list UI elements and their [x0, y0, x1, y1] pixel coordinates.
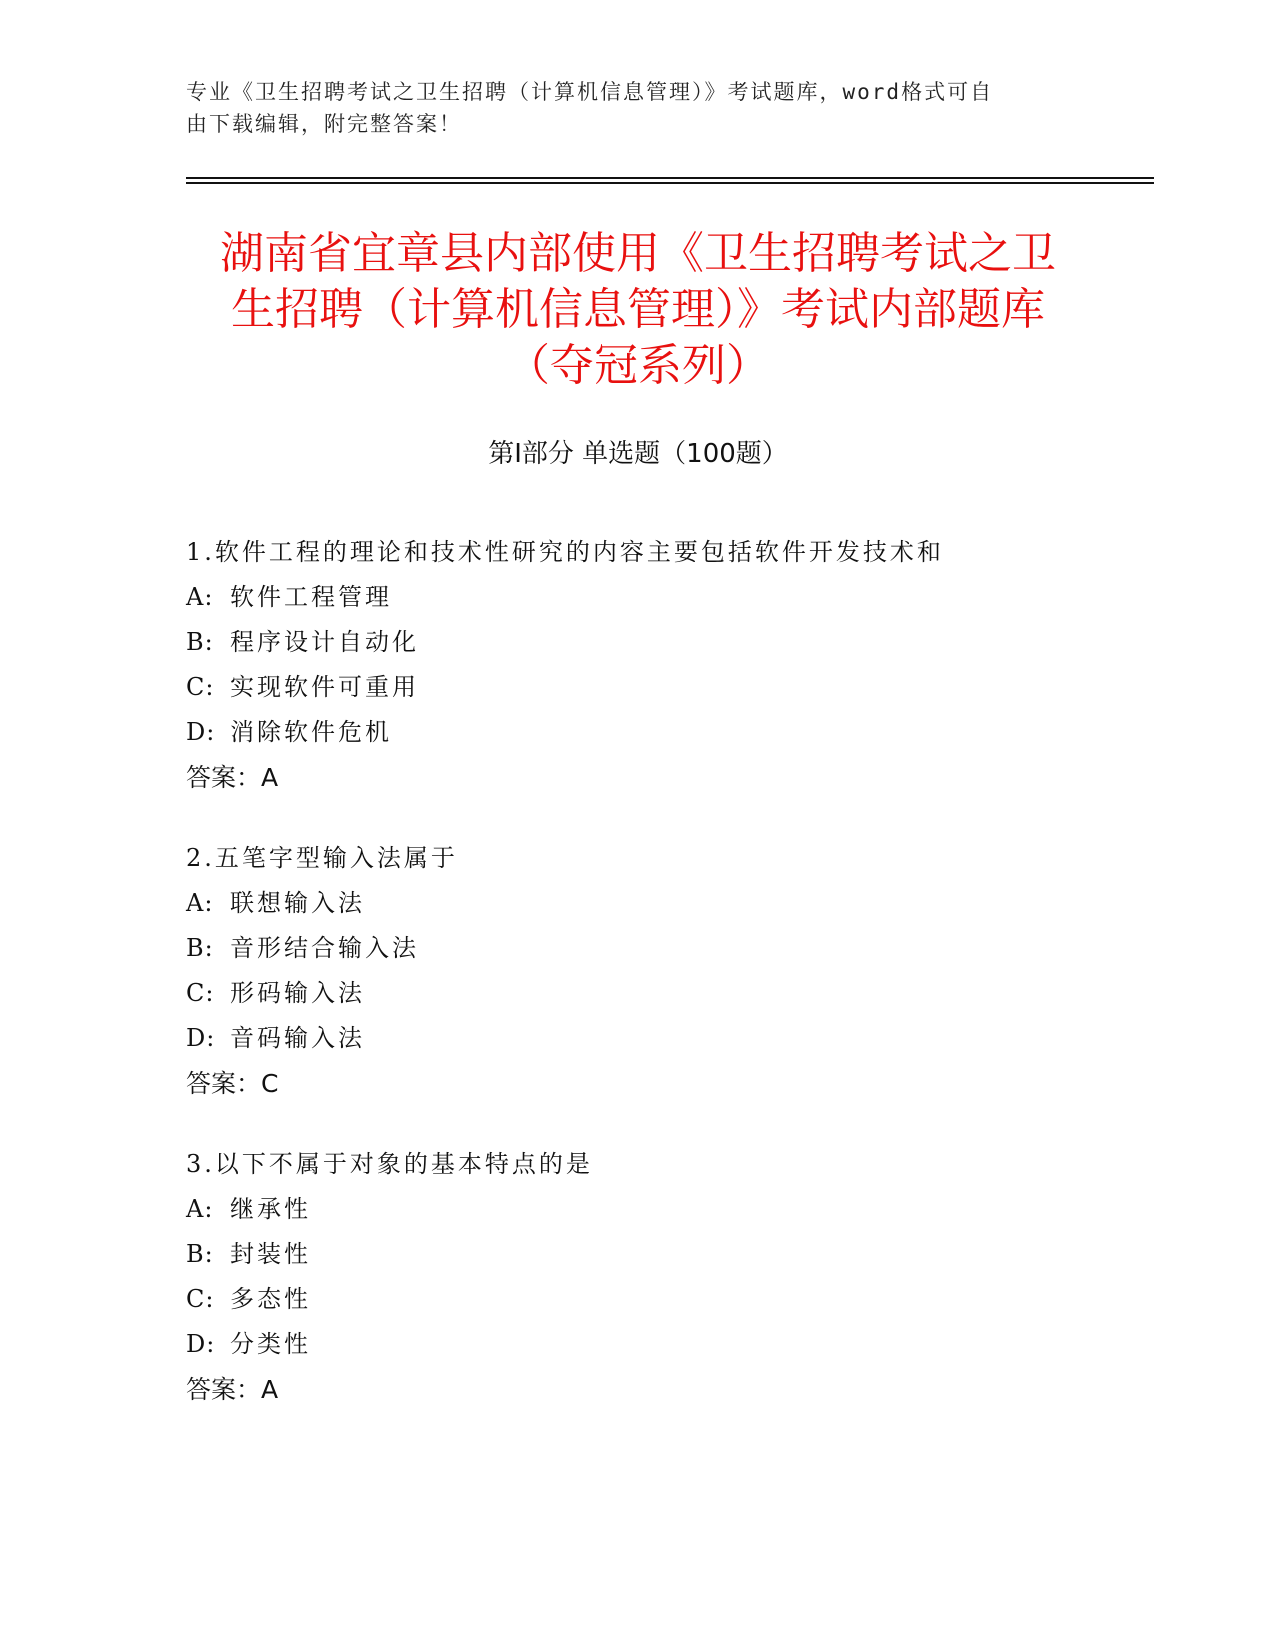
option-text: 消除软件危机	[230, 718, 392, 746]
option-text: 程序设计自动化	[230, 628, 419, 656]
option-c	[186, 971, 1146, 1016]
option-text: 音形结合输入法	[230, 934, 419, 962]
question-stem: 3.以下不属于对象的基本特点的是	[186, 1150, 593, 1178]
header-divider-bottom	[186, 182, 1154, 184]
section-heading: 第Ⅰ部分 单选题（100题）	[488, 439, 788, 469]
title-line-2: 生招聘（计算机信息管理）》考试内部题库	[231, 284, 1045, 335]
option-key: A:	[186, 889, 214, 917]
answer-label: 答案：	[186, 1069, 262, 1098]
question-item	[186, 530, 1146, 800]
answer-label: 答案：	[186, 1375, 262, 1404]
answer-value: A	[261, 1375, 279, 1404]
option-key: C:	[186, 673, 215, 701]
option-key: D:	[186, 1330, 216, 1358]
option-key: A:	[186, 1195, 214, 1223]
option-key: B:	[186, 934, 214, 962]
question-list	[186, 530, 1146, 1448]
answer-label: 答案：	[186, 763, 262, 792]
title-line-1: 湖南省宜章县内部使用《卫生招聘考试之卫	[220, 228, 1056, 279]
answer-line	[186, 1367, 1146, 1412]
option-a	[186, 1187, 1146, 1232]
question-stem: 1.软件工程的理论和技术性研究的内容主要包括软件开发技术和	[186, 538, 944, 566]
answer-value: A	[261, 763, 279, 792]
option-key: A:	[186, 583, 214, 611]
header-note-line-2: 由下载编辑，附完整答案！	[186, 112, 462, 136]
title-line-3: （夺冠系列）	[506, 340, 770, 391]
option-b	[186, 926, 1146, 971]
question-item	[186, 1142, 1146, 1412]
document-title	[186, 226, 1090, 394]
option-a	[186, 881, 1146, 926]
header-note-line-1: 专业《卫生招聘考试之卫生招聘（计算机信息管理）》考试题库，word格式可自	[186, 80, 994, 104]
option-key: B:	[186, 628, 214, 656]
option-text: 封装性	[230, 1240, 311, 1268]
option-a	[186, 575, 1146, 620]
option-key: C:	[186, 979, 215, 1007]
document-header-note	[186, 76, 1086, 140]
option-text: 形码输入法	[230, 979, 365, 1007]
option-text: 多态性	[230, 1285, 311, 1313]
option-text: 联想输入法	[230, 889, 365, 917]
option-text: 实现软件可重用	[230, 673, 419, 701]
option-key: D:	[186, 718, 216, 746]
answer-line	[186, 1061, 1146, 1106]
question-stem: 2.五笔字型输入法属于	[186, 844, 458, 872]
answer-value: C	[261, 1069, 279, 1098]
option-d	[186, 1322, 1146, 1367]
option-key: B:	[186, 1240, 214, 1268]
option-key: D:	[186, 1024, 216, 1052]
option-d	[186, 710, 1146, 755]
option-b	[186, 1232, 1146, 1277]
option-text: 软件工程管理	[230, 583, 392, 611]
option-text: 继承性	[230, 1195, 311, 1223]
header-divider-top	[186, 177, 1154, 179]
option-d	[186, 1016, 1146, 1061]
option-text: 音码输入法	[230, 1024, 365, 1052]
answer-line	[186, 755, 1146, 800]
option-b	[186, 620, 1146, 665]
question-item	[186, 836, 1146, 1106]
option-c	[186, 665, 1146, 710]
option-key: C:	[186, 1285, 215, 1313]
option-text: 分类性	[230, 1330, 311, 1358]
option-c	[186, 1277, 1146, 1322]
